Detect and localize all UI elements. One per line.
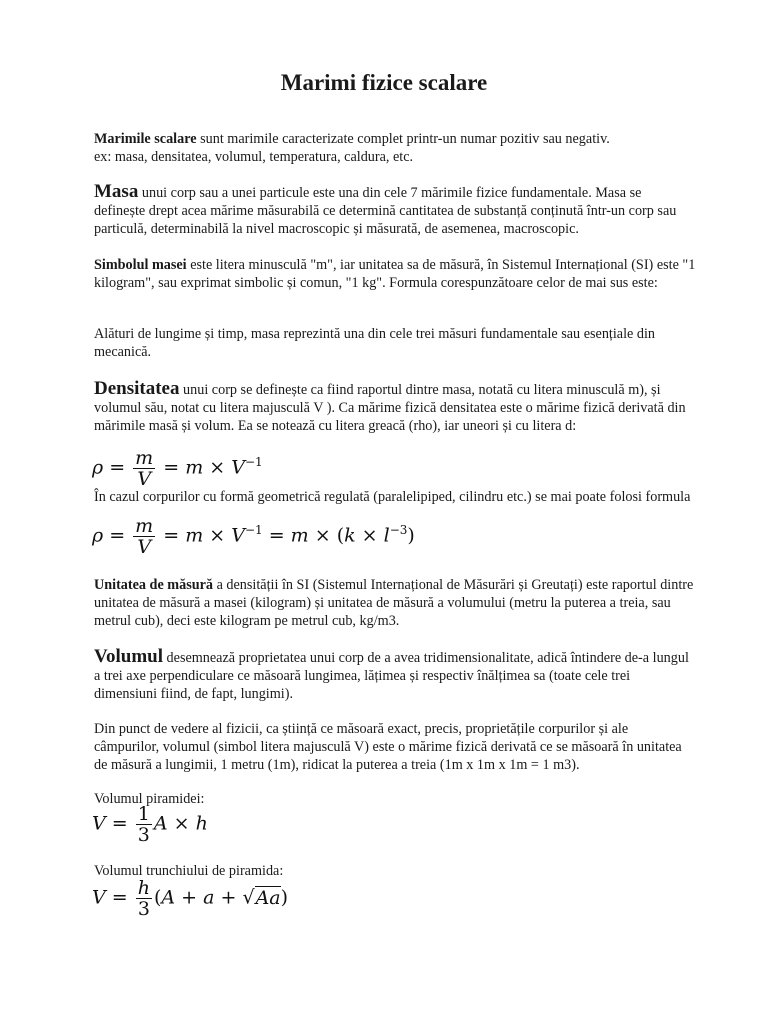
piramida-label: Volumul piramidei: [94,791,205,807]
density-formula-2: ρ = $\frac{m}{V}$ = $m \times V^{-1} = m \times (k \times l^{-3})$ [92,515,415,558]
unitate-term: Unitatea de măsură [94,577,214,593]
pyramid-volume-formula: V = $\frac{1}{3}$ A × h [92,803,208,846]
punct-paragraph [94,720,696,774]
volum-paragraph [94,648,696,703]
intro-examples: ex: masa, densitatea, volumul, temperatura, caldura, etc. [94,149,414,165]
unitate-text: a densității în SI (Sistemul Internațional de Măsurări și Greutați) este raportul dintre unitatea de măsură a masei (kilogram) și unitatea de măsură a volumului (metru la puterea a treia, sau metrul cub), deci este kilogram pe metrul cub, kg/m3. [94,577,694,629]
cazul-paragraph [94,488,696,506]
trunchi-label: Volumul trunchiului de piramida: [94,863,284,879]
alaturi-text: Alături de lungime și timp, masa reprezintă una din cele trei măsuri fundamentale sau esențiale din mecanică. [94,326,656,360]
unitate-paragraph [94,576,696,630]
intro-term: Marimile scalare [94,131,197,147]
masa-paragraph [94,183,696,238]
masa-heading: Masa [94,181,139,202]
simbol-paragraph [94,256,696,292]
density-formula-1: ρ = $\frac{m}{V}$ = $m \times V^{-1}$ [92,447,263,490]
intro-paragraph [94,130,696,166]
volum-heading: Volumul [94,646,163,667]
cazul-text: În cazul corpurilor cu formă geometrică regulată (paralelipiped, cilindru etc.) se mai poate folosi formula [94,489,691,505]
page-title: Marimi fizice scalare [280,70,488,95]
intro-text: sunt marimile caracterizate complet printr-un numar pozitiv sau negativ. [196,131,610,147]
masa-text: unui corp sau a unei particule este una din cele 7 mărimile fizice fundamentale. Masa se definește drept acea mărime măsurabilă ce determină cantitatea de substanță conținută într-un corp sau particulă, determinabilă la nivel macroscopic și măsurată, de asemenea, macroscopic. [94,185,677,237]
frustum-volume-formula: V = $\frac{h}{3}$ (A + a + √Aa) [92,877,289,920]
densitate-text: unui corp se definește ca fiind raportul dintre masa, notată cu litera minusculă m), și volumul său, notat cu litera majusculă V ). Ca mărime fizică densitatea este o mărime fizică derivată din mărimile masă și volum. Ea se notează cu litera greacă (rho), iar uneori și cu litera d: [94,382,686,434]
simbol-text: este litera minusculă "m", iar unitatea sa de măsură, în Sistemul Internațional (SI) este "1 kilogram", sau exprimat simbolic și comun, "1 kg". Formula corespunzătoare celor de mai sus este: [94,257,696,291]
simbol-term: Simbolul masei [94,257,187,273]
punct-text: Din punct de vedere al fizicii, ca știință ce măsoară exact, precis, proprietățile corpurilor și ale câmpurilor, volumul (simbol litera majusculă V) este o mărime fizică derivată ce se măsoară în unitatea de măsură a lungimii, 1 metru (1m), ridicat la puterea a treia (1m x 1m x 1m = 1 m3). [94,721,682,773]
volum-text: desemnează proprietatea unui corp de a avea tridimensionalitate, adică întindere de-a lungul a trei axe perpendiculare ce măsoară lungimea, lățimea și respectiv înălțimea sa (toate cele trei dimensiuni fiind, de fapt, lungimi). [94,650,689,702]
densitate-paragraph [94,380,696,435]
alaturi-paragraph [94,325,696,361]
densitate-heading: Densitatea [94,378,180,399]
